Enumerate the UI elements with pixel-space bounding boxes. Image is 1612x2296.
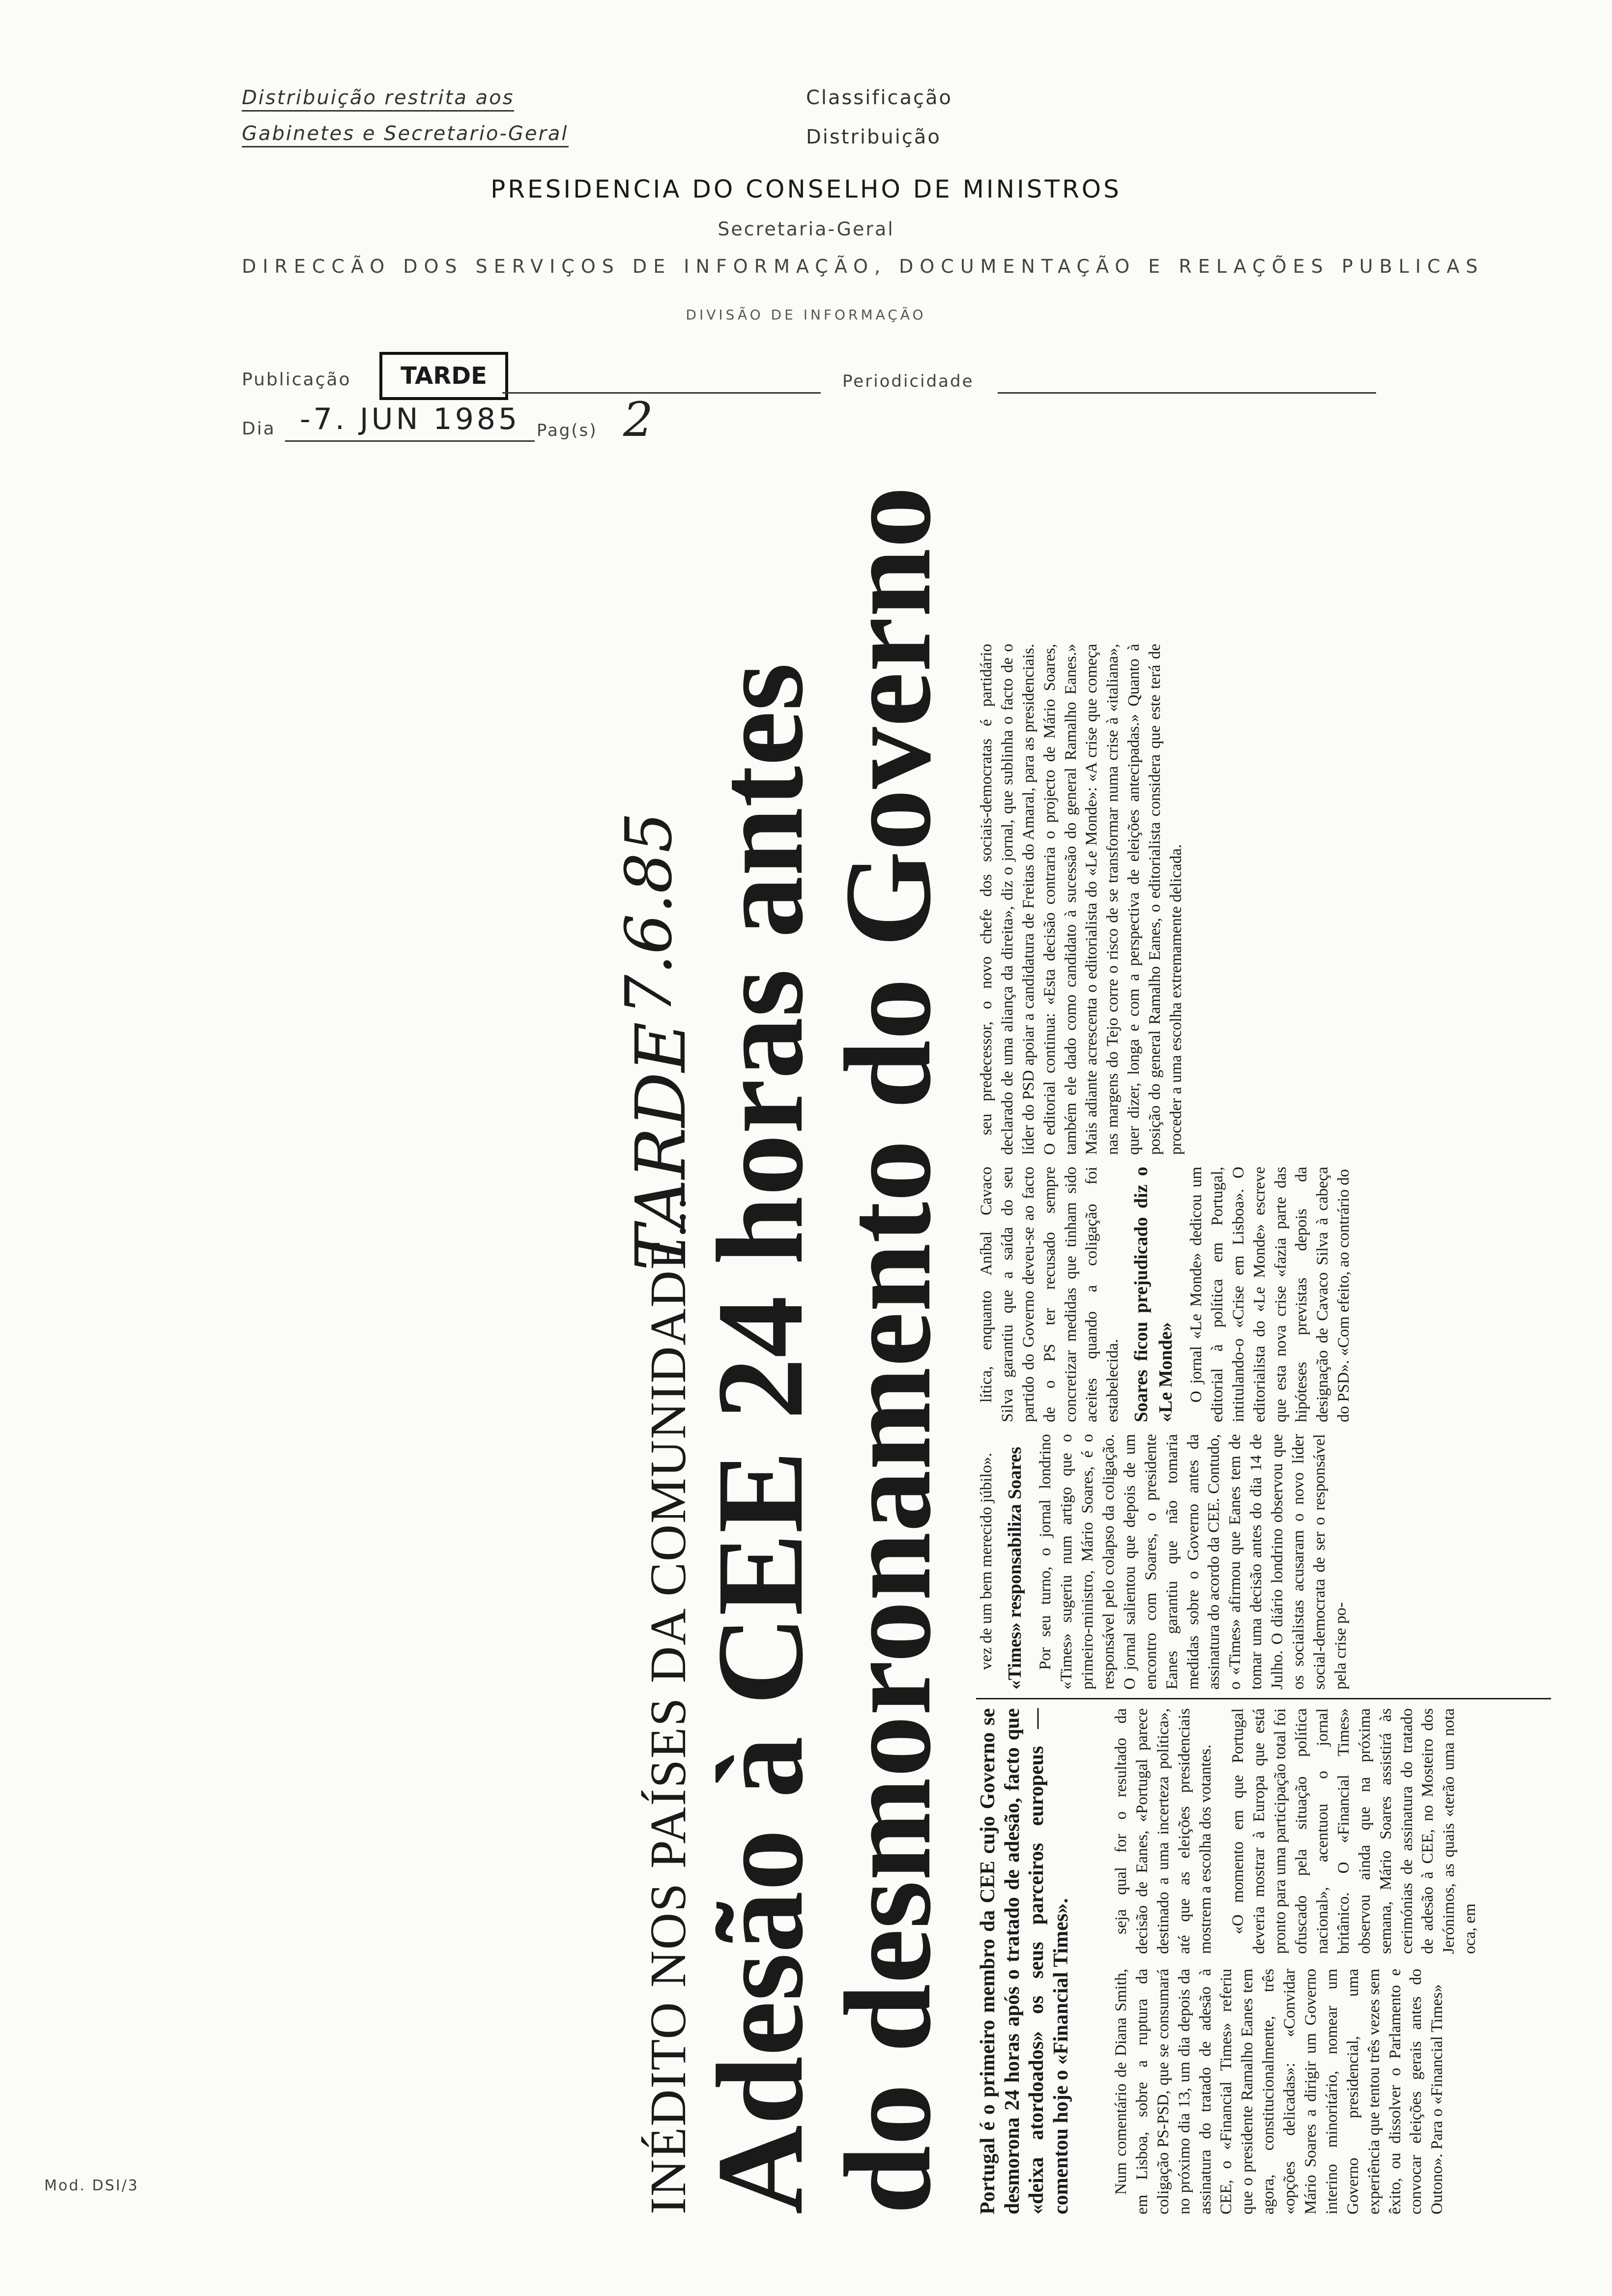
publication-stamp: TARDE bbox=[379, 352, 508, 400]
column-5-text: seu predecessor, o novo chefe dos sociais-democratas é partidário declarado de uma aliança da direita», diz o jornal, que sublinha o facto de o líder do PSD apoiar a candidatura de Freitas do Amaral, para as presidenciais. O editorial continua: «Esta decisão contraria o projecto de Mário Soares, também ele dado como candidato à sucessão do general Ramalho Eanes.» Mais adiante acrescenta o editorialista do «Le Monde»: «A crise que começa nas margens do Tejo corre o risco de se transformar numa crise à «italiana», quer dizer, longa e com a perspectiva de eleições antecipadas.» Quanto à posição do general Ramalho Eanes, o editorialista considera que este terá de proceder a uma escolha extremamente delicada. bbox=[978, 644, 1185, 1155]
article-lead: Portugal é o primeiro membro da CEE cujo Governo se desmorona 24 horas após o tratado de adesão, facto que «deixa atordoados» os seus parceiros europeus — comentou hoje o «Financial Times». bbox=[977, 1708, 1072, 2214]
division-label: DIVISÃO DE INFORMAÇÃO bbox=[686, 307, 926, 323]
restricted-line-1: Distribuição restrita aos bbox=[242, 86, 514, 112]
directorate-label: DIRECCÃO DOS SERVIÇOS DE INFORMAÇÃO, DOCUMENTAÇÃO E RELAÇÕES PUBLICAS bbox=[242, 256, 1484, 277]
periodicity-rule bbox=[998, 392, 1376, 394]
column-3-text-b: Por seu turno, o jornal londrino «Times» sugeriu num artigo que o primeiro-ministro, Mário Soares, é o responsável pelo colapso da coligação. O jornal salientou que depois de um encontro com Soares, o presidente Eanes garantiu que não tomaria medidas sobre o Governo antes da assinatura do acordo da CEE. Contudo, o «Times» afirmou que Eanes tem de tomar uma decisão antes do dia 14 de Julho. O diário londrino observou que os socialistas acusaram o novo líder social-democrata de ser o responsável pela crise po- bbox=[1036, 1434, 1350, 1690]
column-4-text-b: O jornal «Le Monde» dedicou um editorial à política em Portugal, intitulando-o «Crise em Lisboa». O editorialista do «Le Monde» escreve que esta nova crise «fazia parte das hipóteses previstas depois da designação de Cavaco Silva à cabeça do PSD». «Com efeito, ao contrário do bbox=[1187, 1167, 1353, 1422]
column-4-text-a: lítica, enquanto Aníbal Cavaco Silva garantiu que a saída do seu partido do Governo deveu-se ao facto de o PS ter recusado sempre concretizar medidas que tinham sido aceites quando a coligação foi estabelecida. bbox=[978, 1167, 1122, 1422]
periodicity-label: Periodicidade bbox=[842, 372, 974, 391]
newspaper-clipping bbox=[611, 486, 1553, 2214]
distribution-label: Distribuição bbox=[806, 126, 941, 148]
article-column-4 bbox=[976, 1167, 1354, 1422]
article-column-3 bbox=[976, 1434, 1352, 1690]
column-1-text: Num comentário de Diana Smith, em Lisboa, sobre a ruptura da coligação PS-PSD, que se consumará no próximo dia 13, um dia depois da assinatura do tratado de adesão à CEE, o «Financial Times» referiu que o presidente Ramalho Eanes tem agora, constitucionalmente, três «opções delicadas»: «Convidar Mário Soares a dirigir um Governo interino minoritário, nomear um Governo presidencial, uma experiência que tentou três vezes sem êxito, ou dissolver o Parlamento e convocar eleições gerais antes do Outono». Para o «Financial Times» bbox=[1112, 1969, 1446, 2214]
page-label: Pag(s) bbox=[537, 421, 598, 440]
form-model-code: Mod. DSI/3 bbox=[44, 2177, 139, 2194]
classification-block bbox=[806, 86, 952, 165]
restricted-distribution-note bbox=[242, 86, 569, 158]
date-rule bbox=[285, 440, 535, 442]
secretariat-label: Secretaria-Geral bbox=[718, 218, 894, 240]
date-label: Dia bbox=[242, 419, 276, 439]
handwritten-source-note: TARDE bbox=[621, 1022, 701, 1271]
article-column-1 bbox=[1111, 1969, 1448, 2214]
column-separator bbox=[976, 1698, 1551, 1699]
publication-rule bbox=[502, 392, 821, 394]
headline-line-2: do desmoronamento do Governo bbox=[819, 486, 956, 2214]
subheading-le-monde: Soares ficou prejudicado diz o «Le Monde» bbox=[1131, 1167, 1176, 1422]
headline-line-1: Adesão à CEE 24 horas antes bbox=[691, 662, 829, 2214]
date-stamp: -7. JUN 1985 bbox=[300, 402, 520, 436]
article-column-5 bbox=[976, 644, 1187, 1155]
handwritten-date-note: 7.6.85 bbox=[611, 812, 686, 1015]
restricted-line-2: Gabinetes e Secretario-Geral bbox=[242, 122, 569, 147]
article-kicker: INÉDITO NOS PAÍSES DA COMUNIDADE... bbox=[640, 1196, 696, 2214]
publication-label: Publicação bbox=[242, 370, 351, 390]
column-2-text: seja qual for o resultado da decisão de Eanes, «Portugal parece destinado a uma incerteza política», até que as eleições presidenciais mostrem a escolha dos votantes. bbox=[1112, 1708, 1214, 1954]
column-2-text-b: «O momento em que Portugal deveria mostrar à Europa que está pronto para uma participação total foi ofuscado pela situação política nacional», acentuou o jornal britânico. O «Financial Times» observou ainda que na próxima semana, Mário Soares assistirá às cerimónias de assinatura do tratado de adesão à CEE, no Mosteiro dos Jerónimos, as quais «terão uma nota oca, em bbox=[1229, 1708, 1479, 1954]
subheading-times: «Times» responsabiliza Soares bbox=[1004, 1446, 1025, 1690]
article-column-2 bbox=[1111, 1708, 1481, 1954]
institution-title: PRESIDENCIA DO CONSELHO DE MINISTROS bbox=[490, 175, 1122, 203]
classification-label: Classificação bbox=[806, 86, 953, 109]
page-number-handwritten: 2 bbox=[623, 392, 654, 447]
column-3-text-a: vez de um bem merecido júbilo». bbox=[978, 1453, 995, 1670]
